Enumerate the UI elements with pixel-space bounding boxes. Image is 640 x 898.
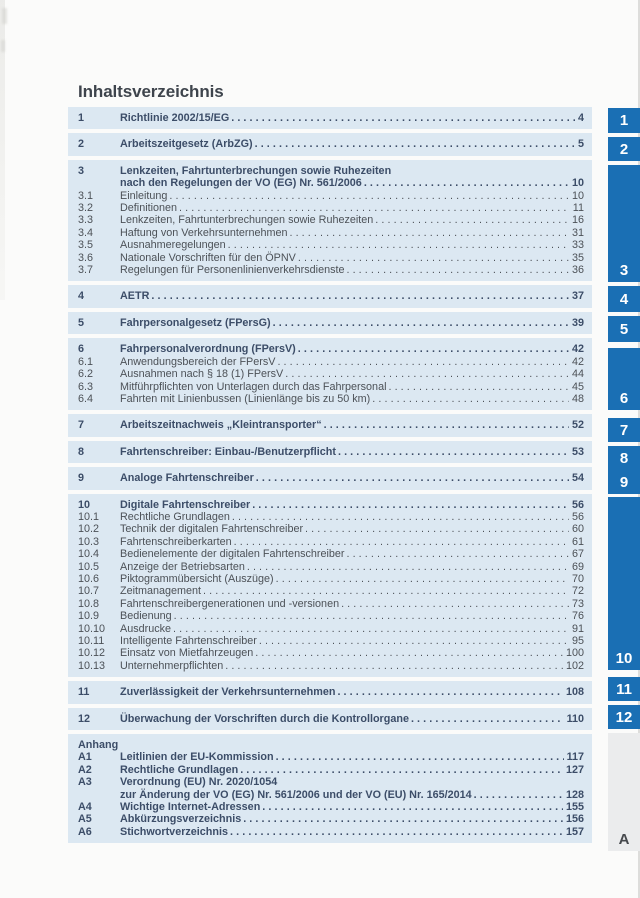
- chapter-tab-3: 3: [608, 165, 640, 282]
- toc-row-number: 3.3: [78, 214, 94, 227]
- dot-leader: [232, 511, 569, 523]
- toc-entry-title: Leitlinien der EU-Kommission: [120, 751, 274, 764]
- toc-row: [78, 511, 584, 523]
- toc-entry-title: Haftung von Verkehrsunternehmen: [120, 226, 288, 239]
- toc-row-number: 10.11: [78, 635, 105, 647]
- scan-smudge: [1, 40, 5, 52]
- toc-row: [78, 264, 584, 276]
- toc-row: [78, 499, 584, 511]
- toc-row-number: 10.9: [78, 610, 100, 623]
- toc-section-band: [68, 312, 592, 334]
- toc-entry-title: nach den Regelungen der VO (EG) Nr. 561/2006: [120, 177, 362, 190]
- toc-entry-title: Piktogrammübersicht (Auszüge): [120, 572, 274, 585]
- toc-section-band: [68, 338, 592, 410]
- toc-entry-title: Lenkzeiten, Fahrtunterbrechungen sowie Ruhezeiten: [120, 214, 374, 227]
- dot-leader: [259, 635, 569, 647]
- toc-page-number: 36: [571, 264, 584, 277]
- dot-leader: [225, 660, 563, 672]
- toc-page-number: 45: [571, 380, 584, 393]
- toc-row-number: 10.5: [78, 560, 100, 573]
- dot-leader: [169, 190, 569, 202]
- toc-entry-title: Zeitmanagement: [120, 585, 202, 598]
- toc-row-number: 3.7: [78, 264, 94, 277]
- toc-row-number: 3.5: [78, 239, 94, 252]
- toc-row-number: 11: [78, 686, 90, 699]
- toc-row-number: 10.12: [78, 647, 106, 660]
- dot-leader: [474, 789, 563, 801]
- toc-page-number: 31: [571, 226, 584, 239]
- toc-entry-title: Definitionen: [120, 202, 178, 215]
- dot-leader: [341, 598, 569, 610]
- toc-page-number: 60: [571, 523, 584, 536]
- toc-row-number: 10.2: [78, 523, 100, 536]
- page-title: Inhaltsverzeichnis: [78, 82, 224, 101]
- toc-row: [78, 548, 584, 560]
- chapter-tab-6: 6: [608, 348, 640, 410]
- toc-page-number: 128: [565, 788, 584, 801]
- toc-section-band: [68, 107, 592, 129]
- toc-row: [78, 190, 584, 202]
- toc-row: [78, 290, 584, 302]
- toc-row: [78, 252, 584, 264]
- toc-page-number: 72: [571, 585, 584, 598]
- toc-row-number: 6.4: [78, 392, 94, 405]
- dot-leader: [388, 381, 569, 393]
- toc-row: [78, 239, 584, 251]
- chapter-tab-5: 5: [608, 316, 640, 342]
- toc-page-number: 110: [566, 712, 584, 725]
- chapter-tab-1: 1: [608, 108, 640, 133]
- toc-entry-title: zur Änderung der VO (EG) Nr. 561/2006 und der VO (EU) Nr. 165/2014: [120, 788, 472, 801]
- toc-page-number: 10: [571, 189, 584, 202]
- toc-row: [78, 393, 584, 405]
- toc-page-number: 4: [577, 112, 584, 124]
- toc-page-number: 44: [571, 368, 584, 381]
- toc-entry-title: Regelungen für Personenlinienverkehrsdienste: [120, 264, 345, 277]
- toc-entry-title: Ausdrucke: [120, 622, 172, 635]
- toc-row: [78, 472, 584, 484]
- toc-page-number: 69: [571, 560, 584, 573]
- toc-row-number: 10: [78, 498, 91, 511]
- toc-row-number: A1: [78, 751, 92, 764]
- toc-row: [78, 585, 584, 597]
- toc-section-band: [68, 681, 592, 703]
- toc-entry-title: Richtlinie 2002/15/EG: [120, 112, 230, 124]
- dot-leader: [338, 446, 569, 458]
- toc-row-number: 7: [78, 419, 85, 432]
- dot-leader: [240, 764, 563, 776]
- toc-entry-title: Verordnung (EU) Nr. 2020/1054: [120, 776, 278, 789]
- toc-row-number: 10.1: [78, 510, 100, 523]
- dot-leader: [324, 419, 569, 431]
- dot-leader: [243, 813, 563, 825]
- toc-page-number: 102: [565, 659, 584, 672]
- toc-entry-title: Analoge Fahrtenschreiber: [120, 472, 254, 485]
- chapter-tab-11: 11: [608, 677, 640, 701]
- dot-leader: [277, 356, 569, 368]
- toc-row: [78, 202, 584, 214]
- toc-row-number: 8: [78, 445, 85, 458]
- toc-entry-title: Rechtliche Grundlagen: [120, 763, 239, 776]
- toc-page-number: 73: [571, 597, 584, 610]
- toc-entry-title: Arbeitszeitgesetz (ArbZG): [120, 138, 253, 151]
- toc-row-number: 6.1: [78, 355, 94, 368]
- dot-leader: [375, 214, 569, 226]
- toc-row: [78, 686, 584, 698]
- toc-row: [78, 764, 584, 776]
- toc-entry-title: Fahrtenschreiberkarten: [120, 535, 232, 548]
- toc-row-number: 1: [78, 112, 85, 124]
- toc-row-number: 6.3: [78, 380, 94, 393]
- toc-section-band: [68, 133, 592, 155]
- toc-row-number: 6.2: [78, 368, 94, 381]
- toc-entry-title: Anzeige der Betriebsarten: [120, 560, 245, 573]
- toc-page-number: 54: [571, 472, 584, 485]
- toc-row: [78, 573, 584, 585]
- dot-leader: [174, 610, 569, 622]
- toc-row: [78, 623, 584, 635]
- toc-row: [78, 343, 584, 355]
- dot-leader: [228, 239, 569, 251]
- toc-entry-title: Fahrten mit Linienbussen (Linienlänge bis zu 50 km): [120, 392, 371, 405]
- toc-row: [78, 635, 584, 647]
- dot-leader: [231, 112, 575, 124]
- toc-page-number: 155: [565, 801, 584, 814]
- dot-leader: [298, 252, 569, 264]
- toc-row: [78, 751, 584, 763]
- toc-section-band: [68, 285, 592, 307]
- toc-page-number: 33: [571, 239, 584, 252]
- toc-entry-title: Technik der digitalen Fahrtenschreiber: [120, 523, 304, 536]
- toc-row: [78, 561, 584, 573]
- toc-row-number: 3.4: [78, 226, 94, 239]
- toc-row-number: 6: [78, 343, 85, 356]
- dot-leader: [255, 647, 563, 659]
- toc-row-number: 3.1: [78, 189, 94, 202]
- dot-leader: [276, 751, 564, 763]
- toc-row: [78, 647, 584, 659]
- toc-row: [78, 381, 584, 393]
- toc-entry-title: Fahrtenschreiber: Einbau-/Benutzerpflicht: [120, 445, 336, 458]
- toc-entry-title: Lenkzeiten, Fahrtunterbrechungen sowie Ruhezeiten: [120, 164, 392, 177]
- toc-page-number: 42: [571, 355, 584, 368]
- toc-entry-title: Fahrtenschreibergenerationen und -versionen: [120, 597, 340, 610]
- anhang-header: Anhang: [78, 739, 119, 752]
- dot-leader: [289, 227, 569, 239]
- toc-page-number: 11: [572, 202, 584, 215]
- toc-entry-title: Rechtliche Grundlagen: [120, 510, 230, 523]
- toc-row-number: A5: [78, 813, 92, 826]
- toc-entry-title: Einleitung: [120, 189, 168, 202]
- toc-page-number: 16: [571, 214, 584, 227]
- toc-row: [78, 165, 584, 190]
- toc-page-number: 39: [571, 316, 584, 329]
- toc-entry-title: Mitführpflichten von Unterlagen durch das Fahrpersonal: [120, 380, 387, 393]
- toc-section-band: [68, 708, 592, 730]
- toc-page-number: 42: [571, 343, 584, 356]
- toc-row: [78, 610, 584, 622]
- toc-row-number: 10.3: [78, 535, 100, 548]
- toc-row-number: 10.4: [78, 548, 100, 561]
- toc-entry-title: Digitale Fahrtenschreiber: [120, 498, 251, 511]
- dot-leader: [346, 264, 569, 276]
- toc-row-number: 3: [78, 164, 85, 177]
- toc-section-band: [68, 441, 592, 463]
- toc-entry-title: Fahrpersonalverordnung (FPersV): [120, 343, 296, 356]
- dot-leader: [256, 472, 569, 484]
- toc-page-number: 100: [565, 647, 584, 660]
- scan-smudge: [2, 8, 7, 24]
- toc-page-number: 95: [571, 635, 584, 647]
- dot-leader: [298, 343, 569, 355]
- toc-row: [78, 660, 584, 672]
- toc-page-number: 10: [571, 177, 584, 190]
- toc-entry-title: Arbeitszeitnachweis „Kleintransporter“: [120, 419, 322, 432]
- toc-row: [78, 776, 584, 801]
- chapter-tab-7: 7: [608, 418, 640, 442]
- toc-row-number: 10.7: [78, 585, 100, 598]
- toc-page-number: 76: [571, 610, 584, 623]
- dot-leader: [151, 290, 569, 302]
- toc-row-number: 5: [78, 316, 85, 329]
- toc-row: [78, 813, 584, 825]
- toc-row: [78, 523, 584, 535]
- dot-leader: [255, 138, 575, 150]
- toc-row: [78, 368, 584, 380]
- toc-entry-title: Anwendungsbereich der FPersV: [120, 355, 276, 368]
- dot-leader: [285, 368, 569, 380]
- toc-page-number: 108: [565, 686, 584, 699]
- toc-entry-title: Bedienung: [120, 610, 172, 623]
- toc-section-band: [68, 494, 592, 678]
- dot-leader: [346, 548, 569, 560]
- toc-row: [78, 227, 584, 239]
- toc-page-number: 127: [565, 763, 584, 776]
- toc-entry-title: Fahrpersonalgesetz (FPersG): [120, 316, 271, 329]
- toc-row-number: 10.13: [78, 659, 106, 672]
- toc-entry-title: Intelligente Fahrtenschreiber: [120, 635, 257, 647]
- dot-leader: [252, 499, 569, 511]
- dot-leader: [173, 623, 569, 635]
- toc-row: [78, 419, 584, 431]
- dot-leader: [203, 585, 569, 597]
- toc-page-number: 67: [571, 548, 584, 561]
- chapter-tab-2: 2: [608, 137, 640, 161]
- toc-page-number: 70: [571, 572, 584, 585]
- dot-leader: [364, 177, 569, 189]
- toc-page-number: 48: [571, 392, 584, 405]
- toc-entry-title: AETR: [120, 290, 150, 303]
- dot-leader: [247, 561, 569, 573]
- toc-row: [78, 138, 584, 150]
- toc-row-number: A6: [78, 825, 92, 838]
- toc-row: [78, 801, 584, 813]
- toc-row: [78, 112, 584, 124]
- toc-row-number: 3.6: [78, 251, 94, 264]
- toc-page-number: 91: [571, 622, 584, 635]
- toc-page-number: 117: [566, 751, 584, 764]
- toc-entry-title: Bedienelemente der digitalen Fahrtenschreiber: [120, 548, 345, 561]
- toc-entry-title: Nationale Vorschriften für den ÖPNV: [120, 251, 296, 264]
- toc-page-number: 52: [571, 419, 584, 432]
- toc-row-number: 3.2: [78, 202, 94, 215]
- toc-row-number: 4: [78, 290, 85, 303]
- toc-entry-title: Wichtige Internet-Adressen: [120, 801, 261, 814]
- toc-row-number: 12: [78, 712, 91, 725]
- toc-entry-title: Ausnahmen nach § 18 (1) FPersV: [120, 368, 284, 381]
- toc-row-number: 2: [78, 138, 85, 151]
- toc-row: [78, 598, 584, 610]
- chapter-tab-10: 10: [608, 497, 640, 670]
- toc-row: [78, 536, 584, 548]
- toc-row-number: 10.10: [78, 622, 106, 635]
- toc-page-number: 5: [577, 138, 584, 151]
- toc-section-band: [68, 160, 592, 282]
- toc-row: [78, 356, 584, 368]
- toc-entry-title: Überwachung der Vorschriften durch die Kontrollorgane: [120, 712, 409, 725]
- chapter-tab-A: A: [608, 733, 640, 851]
- toc-entry-title: Zuverlässigkeit der Verkehrsunternehmen: [120, 686, 336, 699]
- toc-row-number: 10.8: [78, 597, 100, 610]
- toc-row-number: A4: [78, 801, 92, 814]
- toc-row: [78, 214, 584, 226]
- toc-entry-title: Abkürzungsverzeichnis: [120, 813, 242, 826]
- toc-page-number: 35: [571, 251, 584, 264]
- toc-entry-title: Einsatz von Mietfahrzeugen: [120, 647, 254, 660]
- toc-page-number: 156: [565, 813, 584, 826]
- table-of-contents: [68, 107, 592, 847]
- toc-row-number: A2: [78, 763, 92, 776]
- dot-leader: [372, 393, 569, 405]
- chapter-tab-12: 12: [608, 705, 640, 729]
- toc-row-number: A3: [78, 776, 92, 789]
- toc-entry-title: Stichwortverzeichnis: [120, 825, 229, 838]
- dot-leader: [234, 536, 569, 548]
- toc-page-number: 56: [571, 498, 584, 511]
- toc-row: [78, 713, 584, 725]
- toc-row-number: 9: [78, 472, 85, 485]
- toc-entry-title: Ausnahmeregelungen: [120, 239, 226, 252]
- dot-leader: [305, 523, 569, 535]
- dot-leader: [337, 686, 563, 698]
- dot-leader: [276, 573, 569, 585]
- toc-section-band: [68, 467, 592, 489]
- dot-leader: [411, 713, 564, 725]
- chapter-tab-4: 4: [608, 286, 640, 312]
- toc-section-band: [68, 734, 592, 843]
- dot-leader: [230, 826, 563, 838]
- dot-leader: [273, 317, 569, 329]
- toc-page-number: 61: [571, 535, 584, 548]
- toc-row: [78, 317, 584, 329]
- toc-row: [78, 446, 584, 458]
- dot-leader: [262, 801, 563, 813]
- chapter-tab-9: 9: [608, 470, 640, 494]
- toc-row-number: 10.6: [78, 572, 100, 585]
- toc-page-number: 157: [565, 825, 584, 838]
- toc-page-number: 37: [571, 290, 584, 303]
- toc-section-band: [68, 414, 592, 436]
- toc-entry-title: Unternehmerpflichten: [120, 659, 224, 672]
- chapter-tab-8: 8: [608, 446, 640, 470]
- toc-page-number: 56: [571, 510, 584, 523]
- toc-page-number: 53: [571, 445, 584, 458]
- toc-row: [78, 826, 584, 838]
- dot-leader: [179, 202, 570, 214]
